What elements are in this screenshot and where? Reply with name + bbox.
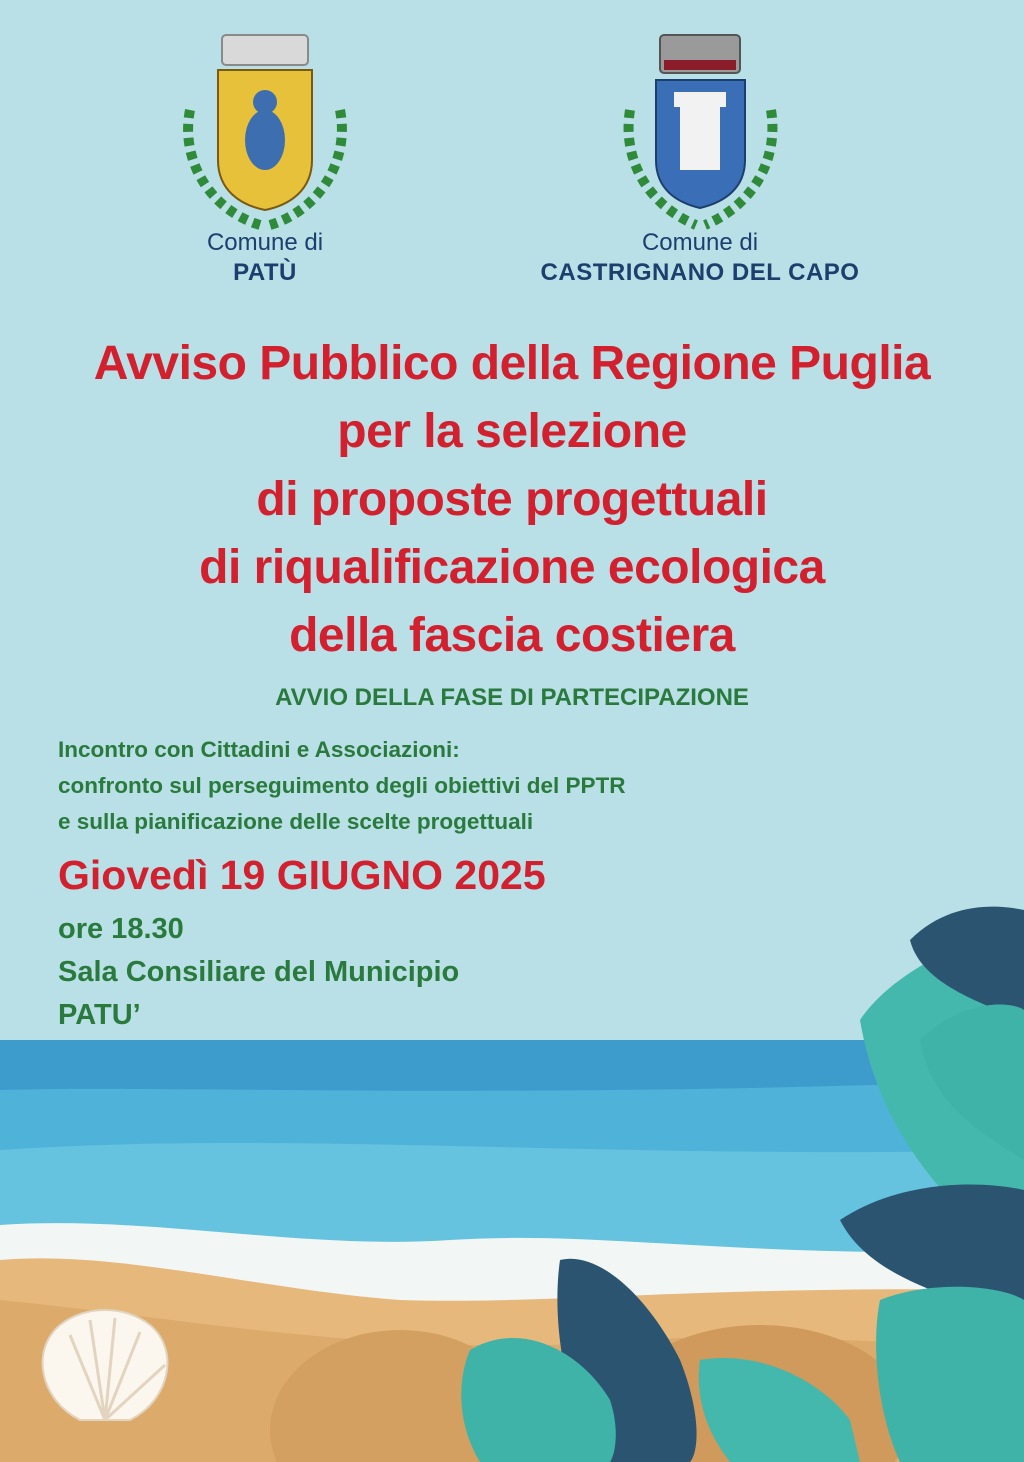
event-place: PATU’ <box>58 999 141 1031</box>
event-venue: Sala Consiliare del Municipio <box>58 956 460 988</box>
comune-right-pre: Comune di <box>641 229 759 256</box>
incontro-line-1: Incontro con Cittadini e Associazioni: <box>58 737 460 762</box>
comune-left-pre: Comune di <box>206 229 324 256</box>
title-line-3: di proposte progettuali <box>256 473 768 526</box>
comune-left-name: PATÙ <box>233 259 297 286</box>
title-line-5: della fascia costiera <box>289 609 735 662</box>
incontro-description <box>58 732 626 840</box>
title-line-2: per la selezione <box>337 405 687 458</box>
subtitle: AVVIO DELLA FASE DI PARTECIPAZIONE <box>275 684 749 711</box>
title-line-4: di riqualificazione ecologica <box>199 541 825 594</box>
event-date: Giovedì 19 GIUGNO 2025 <box>58 852 546 898</box>
patu-crest-icon <box>170 30 360 230</box>
event-time: ore 18.30 <box>58 913 184 945</box>
comune-castrignano-label <box>510 228 890 288</box>
incontro-line-3: e sulla pianificazione delle scelte progettuali <box>58 809 534 834</box>
poster-title <box>0 330 1024 670</box>
title-line-1: Avviso Pubblico della Regione Puglia <box>93 337 931 390</box>
comune-patu-label <box>180 228 350 288</box>
event-details <box>58 908 459 1037</box>
incontro-line-2: confronto sul perseguimento degli obiettivi del PPTR <box>58 773 626 798</box>
castrignano-crest-icon <box>618 30 783 230</box>
comune-right-name: CASTRIGNANO DEL CAPO <box>540 259 860 286</box>
